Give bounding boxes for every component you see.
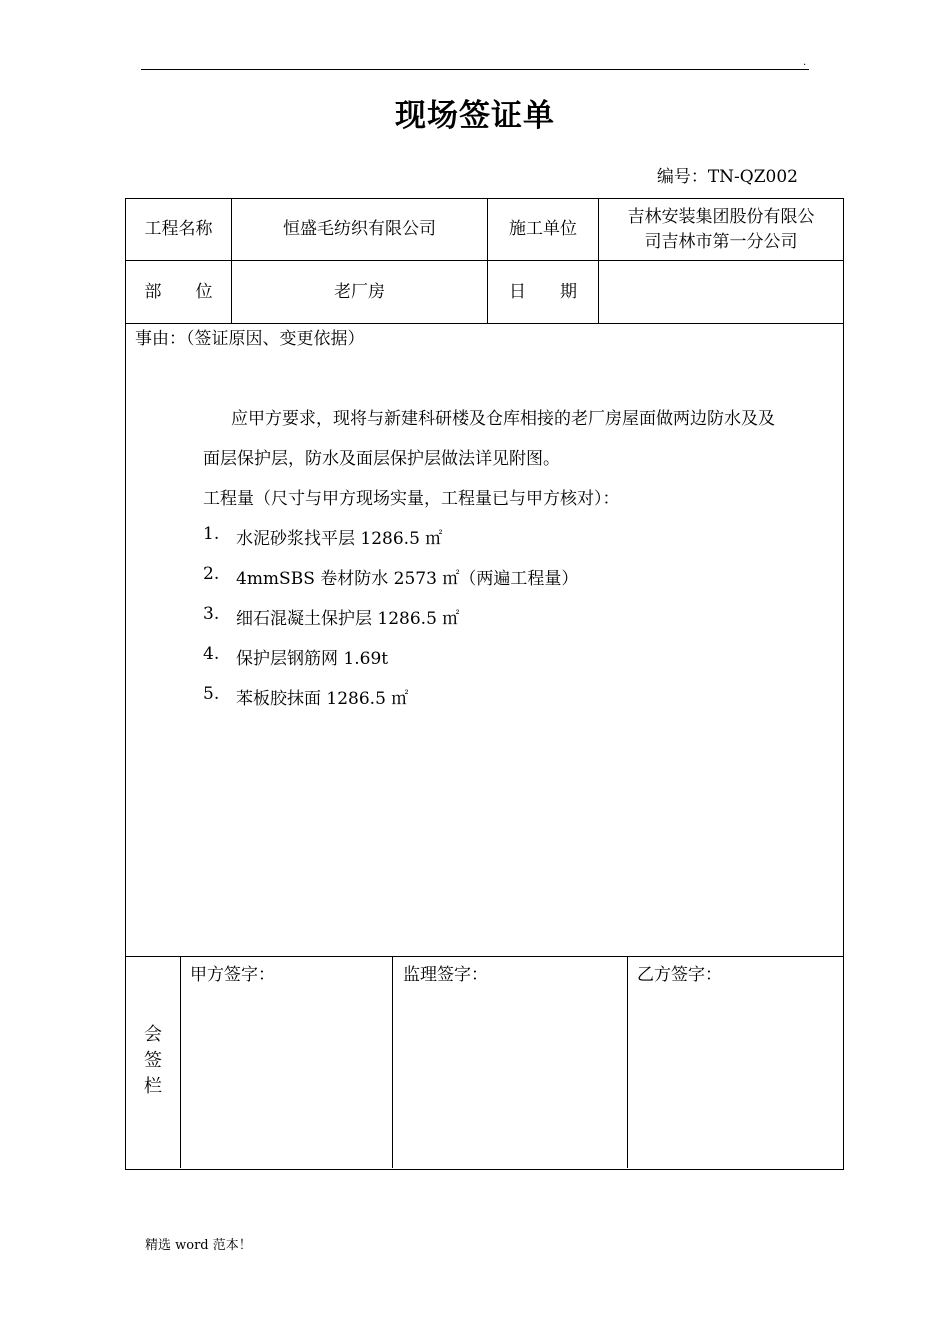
- contractor-label: 施工单位: [509, 219, 577, 239]
- quantity-item-number: 5.: [203, 684, 220, 704]
- col-divider: [180, 956, 181, 1168]
- quantity-item-text: 4mmSBS 卷材防水 2573 ㎡（两遍工程量）: [236, 569, 579, 589]
- doc-no-label: 编号：: [656, 167, 708, 187]
- party-a-signature-label: 甲方签字：: [190, 965, 275, 985]
- header-rule: [141, 69, 809, 70]
- document-number: [657, 162, 798, 187]
- date-label: 日 期: [509, 281, 577, 302]
- contractor-value: [599, 199, 843, 260]
- section-label-char: 签: [144, 1050, 162, 1071]
- reason-paragraph-line-2: 面层保护层，防水及面层保护层做法详见附图。: [203, 449, 560, 469]
- quantity-item-text: 保护层钢筋网 1.69t: [236, 649, 389, 669]
- doc-no-value: TN-QZ002: [707, 167, 798, 187]
- quantity-item-number: 1.: [203, 524, 220, 544]
- col-divider: [627, 956, 628, 1168]
- section-label-char: 栏: [144, 1076, 162, 1097]
- location-value: 老厂房: [334, 281, 385, 302]
- location-label: 部 位: [144, 281, 213, 302]
- reason-paragraph-line-1: 应甲方要求，现将与新建科研楼及仓库相接的老厂房屋面做两边防水及及: [231, 409, 775, 429]
- col-divider: [392, 956, 393, 1168]
- project-name-value: 恒盛毛纺织有限公司: [283, 219, 436, 239]
- header-mark: .: [803, 57, 807, 68]
- reason-heading: 事由：（签证原因、变更依据）: [135, 329, 365, 349]
- supervisor-signature-label: 监理签字：: [403, 965, 488, 985]
- party-b-signature-label: 乙方签字：: [637, 965, 722, 985]
- quantity-item-text: 苯板胶抹面 1286.5 ㎡: [236, 689, 409, 709]
- row-divider: [126, 956, 843, 957]
- contractor-line-1: 吉林安装集团股份有限公: [627, 206, 815, 227]
- section-label-char: 会: [144, 1024, 162, 1045]
- quantity-item-number: 4.: [203, 644, 220, 664]
- quantity-item-text: 水泥砂浆找平层 1286.5 ㎡: [236, 529, 443, 549]
- countersign-section-label: [126, 1022, 180, 1100]
- page-title: 现场签证单: [395, 98, 555, 134]
- contractor-line-2: 司吉林市第一分公司: [644, 231, 798, 252]
- quantities-intro: 工程量（尺寸与甲方现场实量，工程量已与甲方核对）：: [203, 489, 620, 509]
- quantity-item-text: 细石混凝土保护层 1286.5 ㎡: [236, 609, 460, 629]
- date-value: [599, 261, 843, 323]
- page-footer: 精选 word 范本！: [145, 1238, 252, 1253]
- project-name-label: 工程名称: [144, 219, 213, 239]
- quantity-item-number: 2.: [203, 564, 220, 584]
- quantity-item-number: 3.: [203, 604, 220, 624]
